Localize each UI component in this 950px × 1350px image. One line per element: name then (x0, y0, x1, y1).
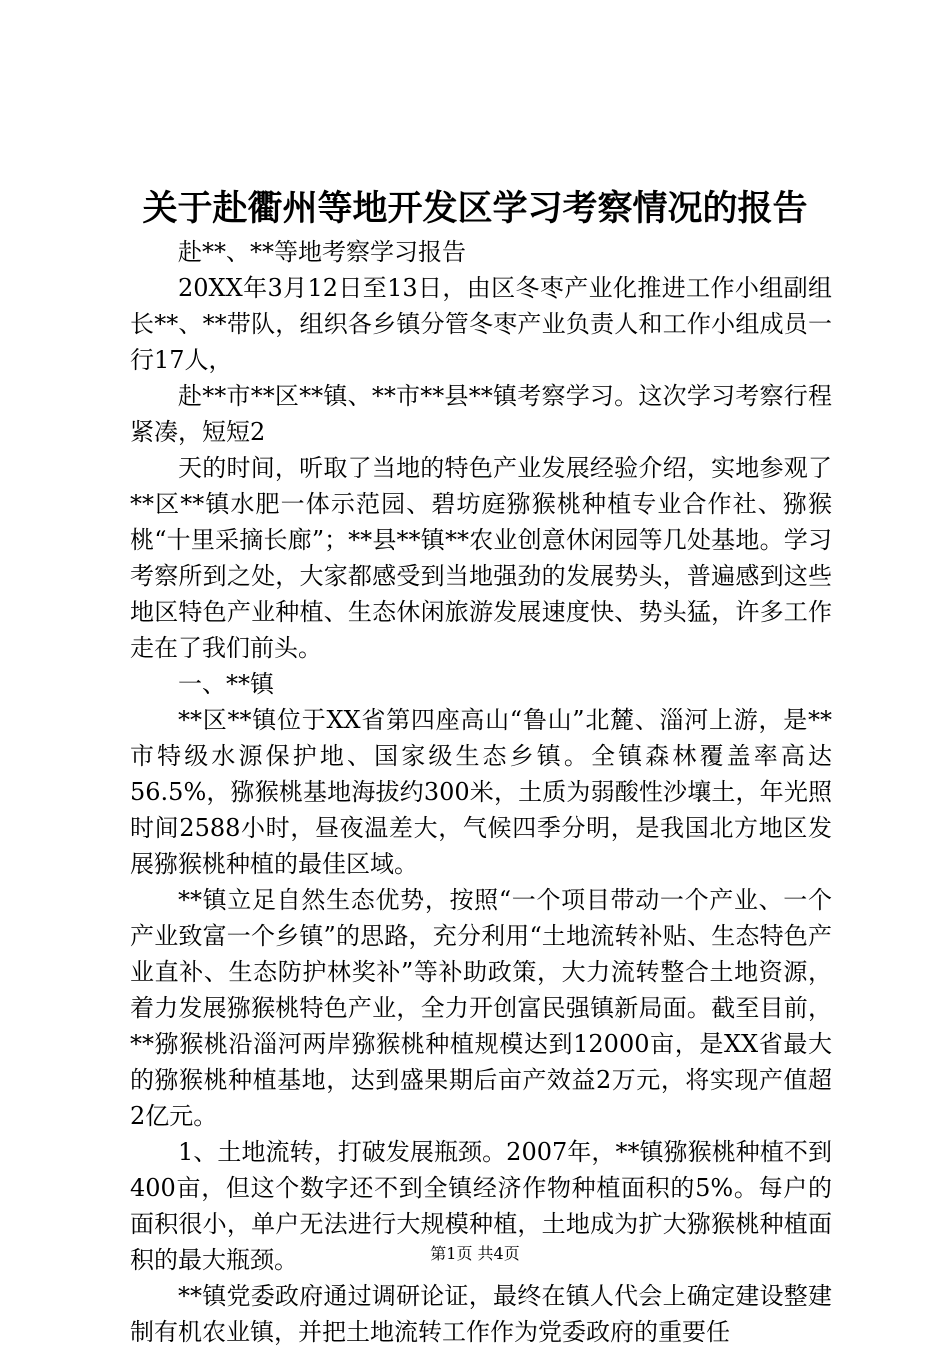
page-footer: 第1页 共4页 (430, 1244, 520, 1263)
section-heading-1: 一、**镇 (178, 670, 274, 698)
paragraph-4: 天的时间，听取了当地的特色产业发展经验介绍，实地参观了**区**镇水肥一体示范园、碧坊庭猕猴桃种植专业合作社、猕猴桃“十里采摘长廊”；**县**镇**农业创意休闲园等几处基地。学习考察所到之处，大家都感受到当地强劲的发展势头，普遍感到这些地区特色产业种植、生态休闲旅游发展速度快、势头猛，许多工作走在了我们前头。 (130, 454, 832, 662)
paragraph-6: **镇立足自然生态优势，按照“一个项目带动一个产业、一个产业致富一个乡镇”的思路，充分利用“土地流转补贴、生态特色产业直补、生态防护林奖补”等补助政策，大力流转整合土地资源，着力发展猕猴桃特色产业，全力开创富民强镇新局面。截至目前，**猕猴桃沿淄河两岸猕猴桃种植规模达到12000亩，是XX省最大的猕猴桃种植基地，达到盛果期后亩产效益2万元，将实现产值超2亿元。 (130, 886, 832, 1130)
paragraph-3: 赴**市**区**镇、**市**县**镇考察学习。这次学习考察行程紧凑，短短2 (130, 382, 832, 446)
document-title: 关于赴衢州等地开发区学习考察情况的报告 (142, 188, 808, 229)
paragraph-1: 赴**、**等地考察学习报告 (178, 238, 466, 266)
paragraph-2: 20XX年3月12日至13日，由区冬枣产业化推进工作小组副组长**、**带队，组织各乡镇分管冬枣产业负责人和工作小组成员一行17人， (130, 274, 832, 374)
paragraph-5: **区**镇位于XX省第四座高山“鲁山”北麓、淄河上游，是**市特级水源保护地、国家级生态乡镇。全镇森林覆盖率高达56.5%，猕猴桃基地海拔约300米，土质为弱酸性沙壤土，年光照时间2588小时，昼夜温差大，气候四季分明，是我国北方地区发展猕猴桃种植的最佳区域。 (130, 706, 832, 878)
paragraph-7: 1、土地流转，打破发展瓶颈。2007年，**镇猕猴桃种植不到400亩，但这个数字还不到全镇经济作物种植面积的5%。每户的面积很小，单户无法进行大规模种植，土地成为扩大猕猴桃种植面积的最大瓶颈。 (130, 1138, 832, 1274)
paragraph-8: **镇党委政府通过调研论证，最终在镇人代会上确定建设整建制有机农业镇，并把土地流转工作作为党委政府的重要任 (130, 1282, 832, 1346)
document-body (130, 234, 832, 1350)
